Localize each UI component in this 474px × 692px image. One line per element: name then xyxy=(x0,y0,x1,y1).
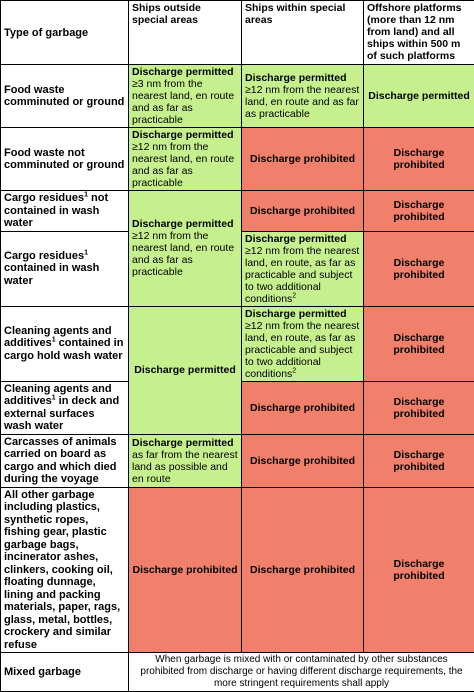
permitted-title: Discharge permitted xyxy=(245,233,360,245)
header-row xyxy=(1,1,474,65)
header-outside-special-areas: Ships outside special areas xyxy=(129,1,242,65)
permitted-title: Discharge permitted xyxy=(132,437,238,449)
cell-food-not-comminuted-outside xyxy=(129,128,242,191)
cell-food-comminuted-within xyxy=(242,65,364,128)
cell-food-not-comminuted-offshore xyxy=(364,128,474,191)
cell-food-comminuted-outside xyxy=(129,65,242,128)
header-within-special-areas: Ships within special areas xyxy=(242,1,364,65)
cell-food-comminuted-offshore xyxy=(364,65,474,128)
permitted-title: Discharge permitted xyxy=(132,364,238,376)
prohibited-label: Discharge prohibited xyxy=(245,564,360,576)
permitted-title: Discharge permitted xyxy=(132,129,238,141)
type-cleaning-deck: Cleaning agents and additives$^1$ in deck and external surfaces wash water xyxy=(1,381,129,434)
prohibited-label: Discharge prohibited xyxy=(132,564,238,576)
cell-all-other-within xyxy=(242,487,364,653)
permitted-detail: ≥12 nm from the nearest land, en route and as far as practicable xyxy=(245,84,360,120)
permitted-title: Discharge permitted xyxy=(245,308,360,320)
table-row-food-comminuted xyxy=(1,65,474,128)
cell-cleaning-cargo-offshore xyxy=(364,306,474,381)
footnote-ref: 2 xyxy=(292,292,296,299)
cell-food-not-comminuted-within xyxy=(242,128,364,191)
table-row-cleaning-cargo xyxy=(1,306,474,381)
cell-cleaning-deck-offshore xyxy=(364,381,474,434)
cell-cargo-not-wash-within xyxy=(242,191,364,232)
prohibited-label: Discharge prohibited xyxy=(367,449,471,473)
type-cargo-not-wash: Cargo residues$^1$ not contained in wash water xyxy=(1,191,129,232)
table-row-food-not-comminuted xyxy=(1,128,474,191)
permitted-title: Discharge permitted xyxy=(132,218,238,230)
prohibited-label: Discharge prohibited xyxy=(367,257,471,281)
prohibited-label: Discharge prohibited xyxy=(367,332,471,356)
cell-carcasses-outside xyxy=(129,434,242,487)
footnote-ref: 1 xyxy=(84,249,88,256)
type-all-other: All other garbage including plastics, synthetic ropes, fishing gear, plastic garbage bags, incinerator ashes, clinkers, cooking oil, floating dunnage, lining and packing materials, paper, rags, glass, metal, bottles, crockery and similar refuse xyxy=(1,487,129,653)
cell-cargo-wash-within xyxy=(242,231,364,306)
cell-cleaning-deck-within xyxy=(242,381,364,434)
cell-cargo-outside xyxy=(129,191,242,307)
type-food-not-comminuted: Food waste not comminuted or ground xyxy=(1,128,129,191)
table-row-carcasses xyxy=(1,434,474,487)
prohibited-label: Discharge prohibited xyxy=(367,396,471,420)
prohibited-label: Discharge prohibited xyxy=(245,205,360,217)
footnote-ref: 1 xyxy=(52,337,56,344)
footnote-ref: 1 xyxy=(52,394,56,401)
cell-cargo-not-wash-offshore xyxy=(364,191,474,232)
cell-cleaning-outside xyxy=(129,306,242,434)
cell-carcasses-offshore xyxy=(364,434,474,487)
footnote-ref: 1 xyxy=(84,191,88,198)
header-offshore-platforms: Offshore platforms (more than 12 nm from land) and all ships within 500 m of such platforms xyxy=(364,1,474,65)
mixed-garbage-note: When garbage is mixed with or contaminated by other substances prohibited from discharge or having different discharge requirements, the more stringent requirements shall apply xyxy=(129,653,474,692)
header-type-of-garbage: Type of garbage xyxy=(1,1,129,65)
cell-all-other-outside xyxy=(129,487,242,653)
permitted-title: Discharge permitted xyxy=(367,90,471,102)
permitted-title: Discharge permitted xyxy=(245,72,360,84)
prohibited-label: Discharge prohibited xyxy=(245,455,360,467)
cell-cleaning-cargo-within xyxy=(242,306,364,381)
cell-cargo-wash-offshore xyxy=(364,231,474,306)
type-mixed: Mixed garbage xyxy=(1,653,129,692)
type-carcasses: Carcasses of animals carried on board as cargo and which died during the voyage xyxy=(1,434,129,487)
prohibited-label: Discharge prohibited xyxy=(367,199,471,223)
permitted-title: Discharge permitted xyxy=(132,66,238,78)
table-row-all-other xyxy=(1,487,474,653)
prohibited-label: Discharge prohibited xyxy=(245,153,360,165)
type-cleaning-cargo: Cleaning agents and additives$^1$ contained in cargo hold wash water xyxy=(1,306,129,381)
table-row-mixed xyxy=(1,653,474,692)
type-food-comminuted: Food waste comminuted or ground xyxy=(1,65,129,128)
prohibited-label: Discharge prohibited xyxy=(245,402,360,414)
footnote-ref: 2 xyxy=(292,367,296,374)
table-row-cargo-not-wash xyxy=(1,191,474,232)
permitted-detail: ≥12 nm from the nearest land, en route and as far as practicable xyxy=(132,230,238,278)
cell-carcasses-within xyxy=(242,434,364,487)
permitted-detail: ≥3 nm from the nearest land, en route and as far as practicable xyxy=(132,78,238,126)
permitted-detail: ≥12 nm from the nearest land, en route, as far as practicable and subject to two additional conditions$^2$ xyxy=(245,245,360,305)
permitted-detail: as far from the nearest land as possible and en route xyxy=(132,449,238,485)
type-cargo-wash: Cargo residues$^1$ contained in wash water xyxy=(1,231,129,306)
permitted-detail: ≥12 nm from the nearest land, en route, as far as practicable and subject to two additional conditions$^2$ xyxy=(245,320,360,380)
cell-all-other-offshore xyxy=(364,487,474,653)
prohibited-label: Discharge prohibited xyxy=(367,558,471,582)
permitted-detail: ≥12 nm from the nearest land, en route and as far as practicable xyxy=(132,141,238,189)
prohibited-label: Discharge prohibited xyxy=(367,147,471,171)
